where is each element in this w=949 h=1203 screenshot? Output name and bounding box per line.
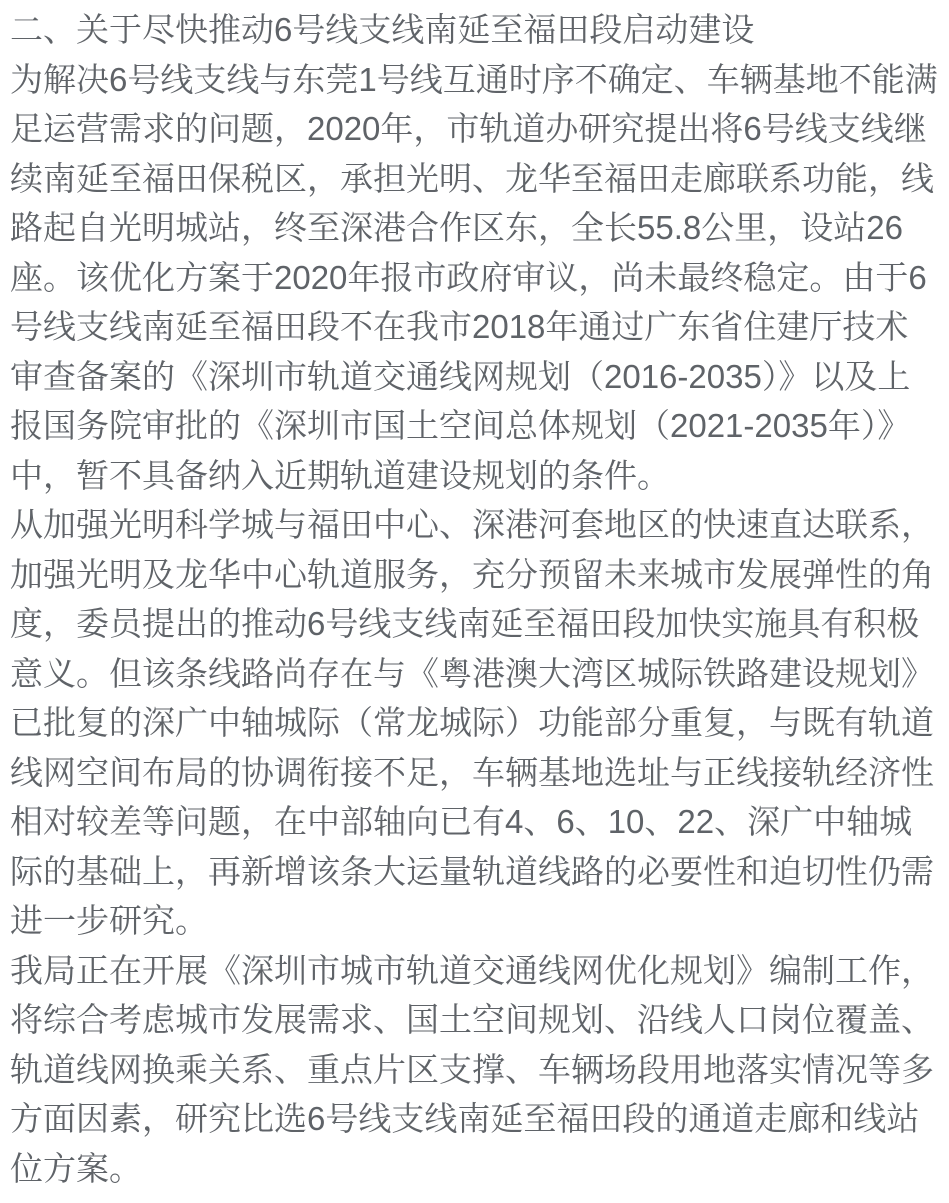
paragraph-next-steps: 我局正在开展《深圳市城市轨道交通线网优化规划》编制工作，将综合考虑城市发展需求、国土空间规划、沿线人口岗位覆盖、轨道线网换乘关系、重点片区支撑、车辆场段用地落实情况等多方面因素，研究比选6号线支线南延至福田段的通道走廊和线站位方案。 <box>10 951 934 1187</box>
paragraph-analysis: 从加强光明科学城与福田中心、深港河套地区的快速直达联系，加强光明及龙华中心轨道服务，充分预留未来城市发展弹性的角度，委员提出的推动6号线支线南延至福田段加快实施具有积极意义。但该条线路尚存在与《粤港澳大湾区城际铁路建设规划》已批复的深广中轴城际（常龙城际）功能部分重复，与既有轨道线网空间布局的协调衔接不足，车辆基地选址与正线接轨经济性相对较差等问题，在中部轴向已有4、6、10、22、深广中轴城际的基础上，再新增该条大运量轨道线路的必要性和迫切性仍需进一步研究。 <box>10 506 934 939</box>
section-heading: 二、关于尽快推动6号线支线南延至福田段启动建设 <box>10 11 755 48</box>
paragraph-background: 为解决6号线支线与东莞1号线互通时序不确定、车辆基地不能满足运营需求的问题，2020年，市轨道办研究提出将6号线支线继续南延至福田保税区，承担光明、龙华至福田走廊联系功能，线路起自光明城站，终至深港合作区东，全长55.8公里，设站26座。该优化方案于2020年报市政府审议，尚未最终稳定。由于6号线支线南延至福田段不在我市2018年通过广东省住建厅技术审查备案的《深圳市轨道交通线网规划（2016-2035）》以及上报国务院审批的《深圳市国土空间总体规划（2021-2035年）》中，暂不具备纳入近期轨道建设规划的条件。 <box>10 60 938 494</box>
